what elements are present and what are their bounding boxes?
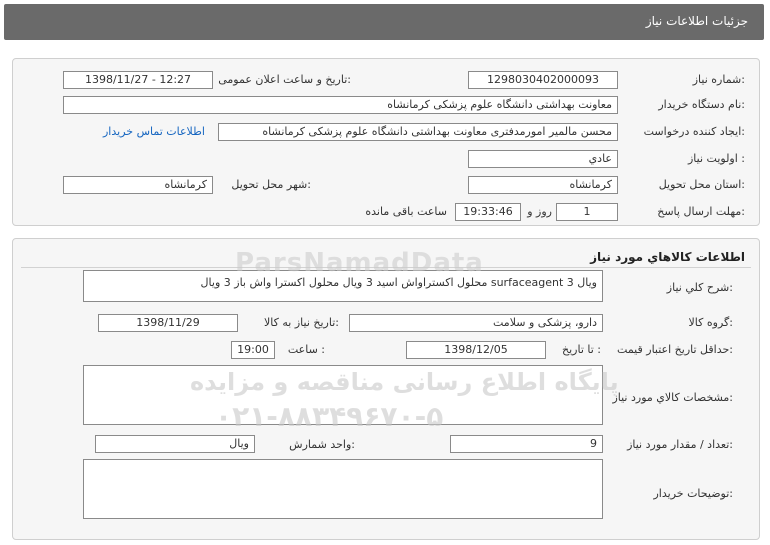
section-divider [21,267,751,268]
time-left-label: ساعت باقی مانده [365,205,447,218]
buyer-notes-label: توضیحات خریدار: [653,487,733,500]
need-date-field: 1398/11/29 [98,314,238,332]
priority-label: اولویت نیاز : [687,152,745,165]
description-label: شرح کلي نياز: [666,281,733,294]
days-unit-label: روز و [527,205,552,218]
unit-label: واحد شمارش: [289,438,355,451]
hour-field: 19:00 [231,341,275,359]
quantity-label: تعداد / مقدار مورد نیاز: [627,438,733,451]
creator-label: ایجاد کننده درخواست: [643,125,745,138]
goods-section-title: اطلاعات کالاهاي مورد نياز [590,250,745,264]
deadline-label: مهلت ارسال پاسخ: [657,205,745,218]
group-field: دارو، پزشکی و سلامت [349,314,603,332]
page-title: جزئیات اطلاعات نیاز [645,14,748,28]
priority-field: عادي [468,150,618,168]
buyer-notes-field [83,459,603,519]
quantity-field: 9 [450,435,603,453]
hour-label: ساعت : [287,343,325,356]
validity-label: حداقل تاریخ اعتبار قیمت: [617,343,733,356]
days-field: 1 [556,203,618,221]
need-number-label: شماره نیاز: [692,73,745,86]
need-info-panel [12,58,760,226]
page-header [4,4,764,40]
specs-field [83,365,603,425]
need-number-field: 1298030402000093 [468,71,618,89]
city-label: شهر محل تحویل: [231,178,311,191]
buyer-contact-link[interactable]: اطلاعات تماس خریدار [103,125,205,138]
need-date-label: تاریخ نیاز به کالا: [264,316,339,329]
province-label: استان محل تحویل: [658,178,745,191]
buyer-org-label: نام دستگاه خریدار: [658,98,745,111]
unit-field: ویال [95,435,255,453]
buyer-org-field: معاونت بهداشتی دانشگاه علوم پزشکی کرمانشاه [63,96,618,114]
city-field: کرمانشاه [63,176,213,194]
watermark-line2: ۰۲۱-۸۸۳۴۹۶۷۰-۵ [215,400,444,433]
goods-info-panel [12,238,760,540]
until-date-field: 1398/12/05 [406,341,546,359]
watermark-line1: پایگاه اطلاع رسانی مناقصه و مزایده [190,368,619,396]
until-date-label: تا تاریخ : [562,343,601,356]
announce-date-field: 1398/11/27 - 12:27 [63,71,213,89]
specs-label: مشخصات کالاي مورد نياز: [612,391,733,404]
description-field: محلول اکستراواش اسید 3 ویال محلول اکسترا واش باز 3 ویال surfaceagent 3 ویال [83,270,603,302]
creator-field: محسن مالمیر امورمدفتری معاونت بهداشتی دانشگاه علوم پزشکی کرمانشاه [218,123,618,141]
province-field: کرمانشاه [468,176,618,194]
group-label: گروه کالا: [688,316,733,329]
announce-date-label: تاریخ و ساعت اعلان عمومی: [218,73,351,86]
watermark-brand: ParsNamadData [235,248,484,278]
time-left-field: 19:33:46 [455,203,521,221]
